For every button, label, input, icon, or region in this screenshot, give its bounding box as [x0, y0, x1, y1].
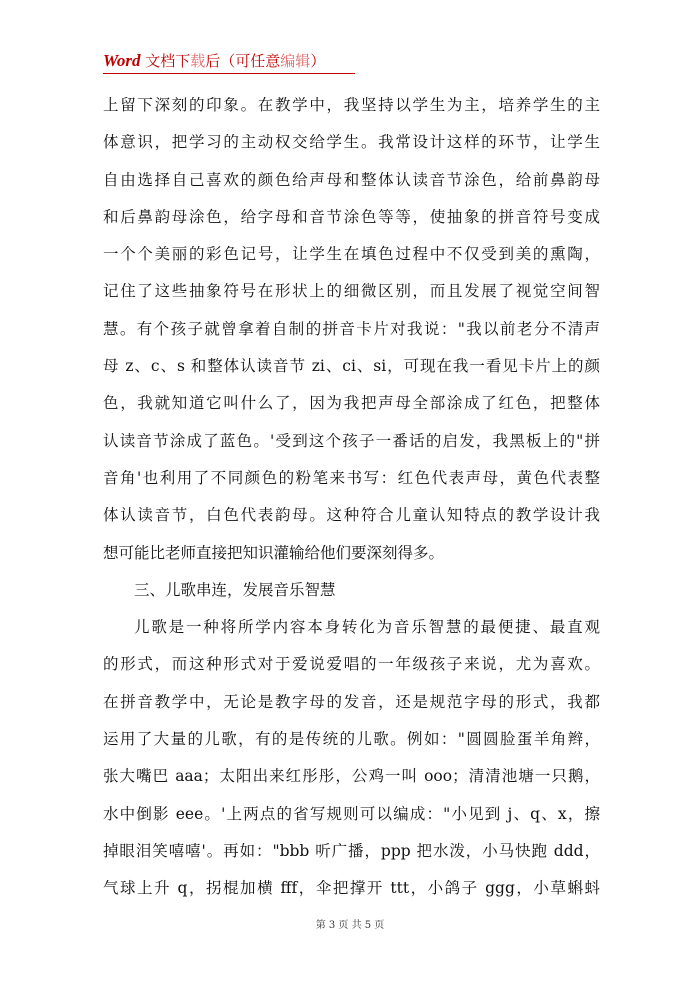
- text-line: 慧。有个孩子就曾拿着自制的拼音卡片对我说："我以前老分不清声: [103, 319, 600, 338]
- text-line: 张大嘴巴 aaa；太阳出来红彤彤，公鸡一叫 ooo；清清池塘一只鹅，: [103, 767, 600, 786]
- text-line: 音角'也利用了不同颜色的粉笔来书写：红色代表声母，黄色代表整: [103, 468, 600, 487]
- text-line: 气球上升 q，拐棍加横 fff，伞把撑开 ttt，小鸽子 ggg，小草蝌蚪: [103, 879, 600, 898]
- text-line: 体认读音节，白色代表韵母。这种符合儿童认知特点的教学设计我: [103, 506, 600, 525]
- text-line: 和后鼻韵母涂色，给字母和音节涂色等等，使抽象的拼音符号变成: [103, 207, 600, 226]
- text-line: 想可能比老师直接把知识灌输给他们要深刻得多。: [103, 543, 445, 562]
- text-line: 运用了大量的儿歌，有的是传统的儿歌。例如："圆圆脸蛋羊角辫，: [103, 730, 600, 749]
- text-line: 的形式，而这种形式对于爱说爱唱的一年级孩子来说，尤为喜欢。: [103, 655, 600, 674]
- text-line: 儿歌是一种将所学内容本身转化为音乐智慧的最便捷、最直观: [134, 618, 600, 637]
- header-brand: Word: [103, 51, 141, 70]
- document-body: [103, 87, 600, 908]
- text-line: 认读音节涂成了蓝色。'受到这个孩子一番话的启发，我黑板上的"拼: [103, 431, 600, 450]
- text-line: 记住了这些抽象符号在形状上的细微区别，而且发展了视觉空间智: [103, 282, 600, 301]
- document-header: [103, 50, 355, 74]
- page-footer: 第 3 页 共 5 页: [315, 920, 385, 931]
- header-title-part1: 文档下: [140, 52, 191, 70]
- text-line: 自由选择自己喜欢的颜色给声母和整体认读音节涂色，给前鼻韵母: [103, 170, 600, 189]
- text-line: 上留下深刻的印象。在教学中，我坚持以学生为主，培养学生的主: [103, 96, 600, 114]
- text-line: 在拼音教学中，无论是教字母的发音，还是规范字母的形式，我都: [103, 692, 600, 711]
- header-title-part3: 后（可任意: [205, 52, 281, 70]
- header-title-part2: 载: [190, 52, 206, 70]
- text-line: 色，我就知道它叫什么了，因为我把声母全部涂成了红色，把整体: [103, 394, 600, 413]
- header-title-part5: ）: [310, 52, 326, 70]
- text-line: 水中倒影 eee。'上两点的省写规则可以编成："小见到 j、q、x，擦: [103, 804, 600, 823]
- text-line: 一个个美丽的彩色记号，让学生在填色过程中不仅受到美的熏陶，: [103, 245, 600, 264]
- text-line: 体意识，把学习的主动权交给学生。我常设计这样的环节，让学生: [103, 133, 600, 152]
- header-title-part4: 编辑: [280, 52, 311, 70]
- text-line: 母 z、c、s 和整体认读音节 zi、ci、si，可现在我一看见卡片上的颜: [103, 357, 600, 376]
- text-line: 掉眼泪笑嘻嘻'。再如："bbb 听广播，ppp 把水泼，小马快跑 ddd，: [103, 841, 600, 860]
- section-heading: 三、儿歌串连，发展音乐智慧: [134, 580, 336, 599]
